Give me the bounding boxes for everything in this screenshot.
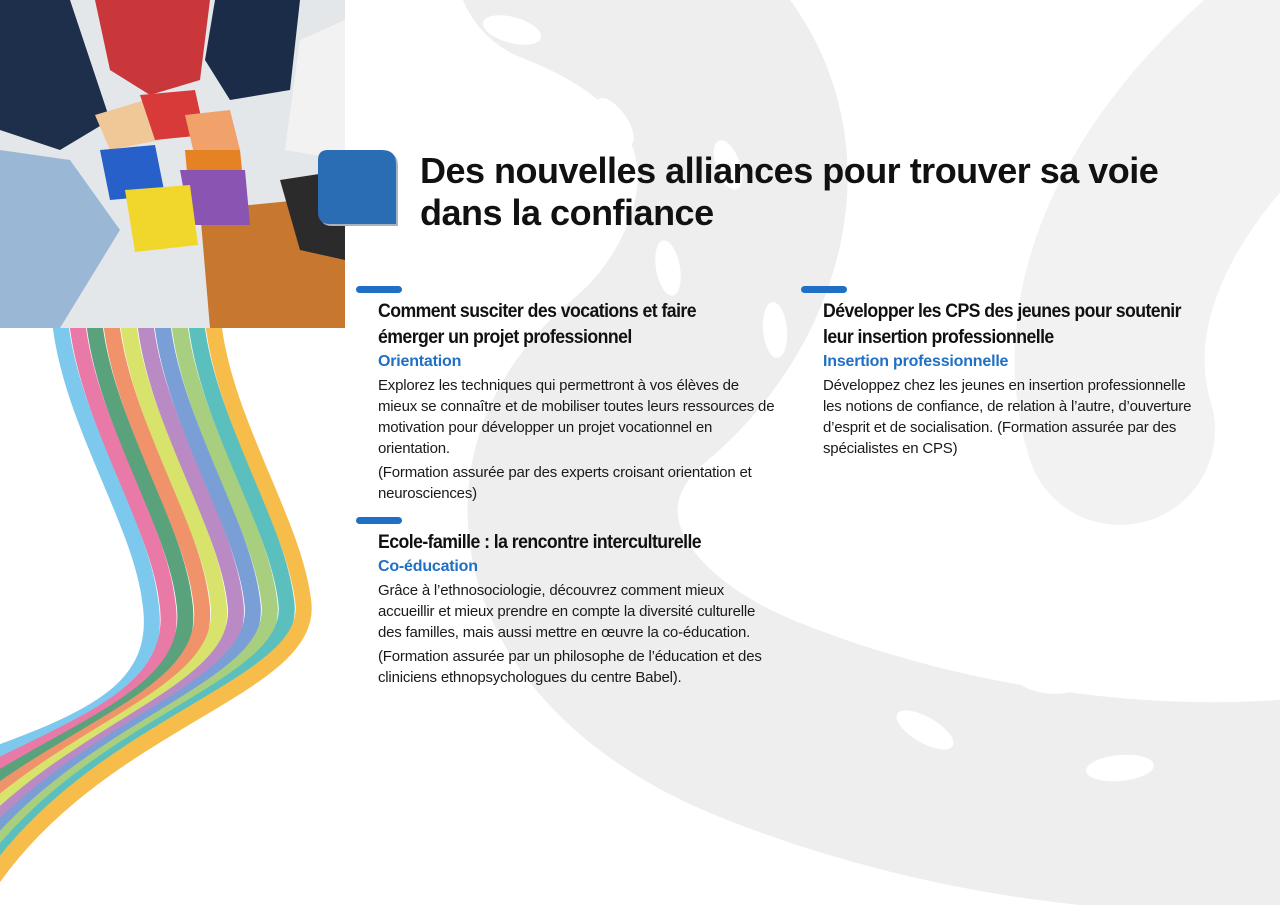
puzzle-team-photo	[0, 0, 345, 328]
card-title: Développer les CPS des jeunes pour soutenir leur insertion professionnelle	[823, 301, 1181, 348]
card-coeducation	[378, 517, 778, 688]
card-note: (Formation assurée par un philosophe de l’éducation et des cliniciens ethnopsychologues du centre Babel).	[378, 648, 762, 686]
page-title: Des nouvelles alliances pour trouver sa voie dans la confiance	[420, 150, 1159, 233]
title-badge-icon	[318, 150, 402, 234]
card-insertion	[823, 286, 1208, 459]
card-body: Développez chez les jeunes en insertion professionnelle les notions de confiance, de relation à l’autre, d’ouverture d’esprit et de socialisation. (Formation assurée par des spécialistes en CPS)	[823, 377, 1192, 457]
card-category: Co-éducation	[378, 558, 478, 575]
card-title: Comment susciter des vocations et faire émerger un projet professionnel	[378, 301, 697, 348]
card-category: Insertion professionnelle	[823, 353, 1009, 370]
card-body: Explorez les techniques qui permettront à vos élèves de mieux se connaître et de mobiliser toutes leurs ressources de motivation pour développer un projet vocationnel en orientation.	[378, 377, 775, 457]
card-title: Ecole-famille : la rencontre interculturelle	[378, 532, 702, 553]
card-orientation	[378, 286, 778, 504]
card-category: Orientation	[378, 353, 462, 370]
card-note: (Formation assurée par des experts croisant orientation et neurosciences)	[378, 464, 752, 502]
rainbow-stripes	[0, 320, 304, 898]
card-body: Grâce à l’ethnosociologie, découvrez comment mieux accueillir et mieux prendre en compte la diversité culturelle des familles, mais aussi mettre en œuvre la co-éducation.	[378, 582, 756, 641]
